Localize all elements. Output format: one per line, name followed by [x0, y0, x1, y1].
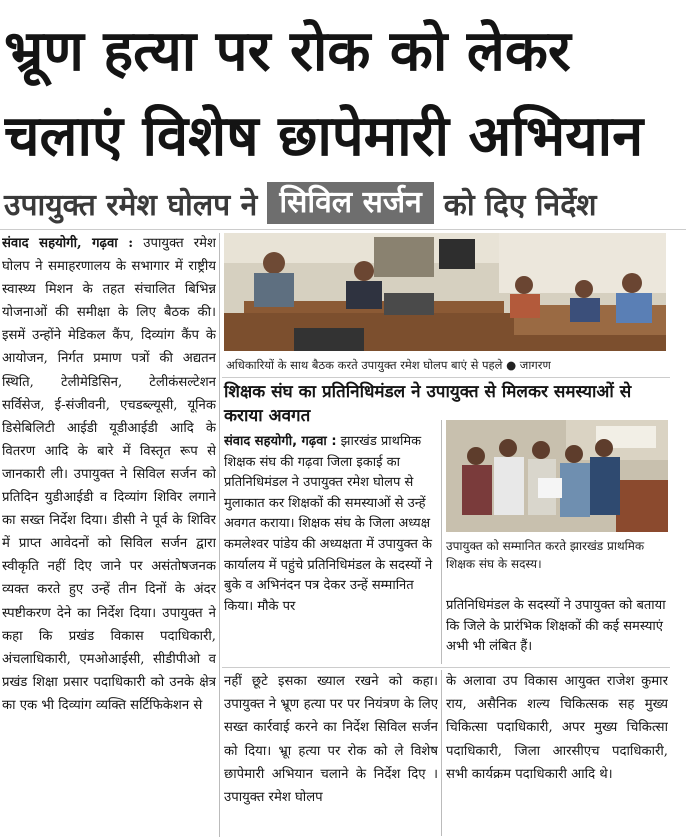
main-story-body-mid: नहीं छूटे इसका ख्याल रखने को कहा। उपायुक्त ने भ्रूण हत्या पर पर नियंत्रण के लिए सख्त कार्रवाई करने का निर्देश सिविल सर्जन को दिया। भ्रूा हत्या पर रोक को ले विशेष छापेमारी अभियान चलाने के निर्देश दिए । उपायुक्त रमेश घोलप: [224, 674, 438, 806]
main-story-body-left: उपायुक्त रमेश घोलप ने समाहरणालय के सभागार में राष्ट्रीय स्वास्थ्य मिशन के तहत संचालित बिभिन्न योजनाओं की समीक्षा के लिए बैठक की। इसमें उन्होंने मेडिकल कैंप, दिव्यांग कैंप के आयोजन, निर्गत प्रमाण पत्रों की अद्यतन स्थिति, टेलीमेडिसिन, टेलीकंसल्टेशन सर्विसेज, ई-संजीवनी, एचडब्ल्यूसी, यूनिक डिसेबिलिटी आईडी यूडीआईडी आदि के वितरण आदि के बारे में विस्तृत रूप से जानकारी ली। उपायुक्त ने सिविल सर्जन को प्रतिदिन युडीआईडी व दिव्यांग शिविर लगाने का सख्त निर्देश दिया। डीसी ने पूर्व के शिविर में प्राप्त आवेदनों को सिविल सर्जन द्वारा स्वीकृति नहीं दिए जाने पर असंतोषजनक व्यक्त करते हुए उन्हें तीन दिनों के अंदर स्पष्टीकरण देने का निर्देश दिया। उपायुक्त ने कहा कि प्रखंड विकास पदाधिकारी, अंचलाधिकारी, एमओआईसी, सीडीपीओ व प्रखंड शिक्षा प्रसार पदाधिकारी को उनके क्षेत्र का एक भी दिव्यांग व्यक्ति सर्टिफिकेशन से: [2, 236, 216, 713]
felicitation-photo: [446, 420, 668, 532]
second-story-right-column: [446, 596, 668, 664]
second-story-body-left: झारखंड प्राथमिक शिक्षक संघ की गढ़वा जिला इकाई का प्रतिनिधिमंडल ने उपायुक्त रमेश घोलप से मुलाकात कर शिक्षकों की समस्याओं से उन्हें अवगत कराया। शिक्षक संघ के जिला अध्यक्ष कमलेश्वर पांडेय की अध्यक्षता में उपायुक्त के कार्यालय में पहुंचे प्रतिनिधिमंडल के सदस्यों ने बुके व अभिनंदन पत्र देकर उन्हें सम्मानित किया। मौके पर: [224, 434, 433, 614]
subheadline-after: को दिए निर्देश: [443, 187, 597, 223]
main-story-mid-column: [224, 670, 438, 836]
column-divider-3: [441, 670, 442, 836]
felicitation-photo-image: [446, 420, 668, 532]
subheadline-highlight: सिविल सर्जन: [267, 182, 433, 224]
column-divider-2: [441, 420, 442, 664]
subheadline: [4, 180, 682, 226]
divider-top: [0, 229, 686, 230]
divider-section-2: [222, 377, 670, 378]
second-story-byline: संवाद सहयोगी, गढ़वा :: [224, 434, 337, 449]
meeting-photo-caption: अधिकारियों के साथ बैठक करते उपायुक्त रमेश घोलप बाएं से पहले ● जागरण: [226, 358, 551, 372]
headline-line-2: चलाएं विशेष छापेमारी अभियान: [4, 104, 644, 169]
divider-lower: [222, 667, 670, 668]
headline-line-1: भ्रूण हत्या पर रोक को लेकर: [4, 19, 571, 84]
felicitation-photo-caption: उपायुक्त को सम्मानित करते झारखंड प्राथमिक शिक्षक संघ के सदस्य।: [446, 539, 645, 571]
second-story-headline: शिक्षक संघ का प्रतिनिधिमंडल ने उपायुक्त से मिलकर समस्याओं से कराया अवगत: [224, 382, 632, 426]
main-story-body-right: के अलावा उप विकास आयुक्त राजेश कुमार राय, असैनिक शल्य चिकित्सक सह मुख्य चिकित्सा पदाधिकारी, अपर मुख्य चिकित्सा पदाधिकारी, जिला आरसीएच पदाधिकारी, सभी कार्यक्रम पदाधिकारी आदि थे।: [446, 674, 668, 782]
second-story-body-column: [224, 432, 438, 664]
subheadline-before: उपायुक्त रमेश घोलप ने: [4, 187, 258, 223]
meeting-photo-image: [224, 233, 666, 351]
main-story-left-column: [2, 232, 216, 837]
meeting-photo: [224, 233, 666, 351]
column-divider-1: [219, 233, 220, 837]
main-story-byline: संवाद सहयोगी, गढ़वा :: [2, 236, 134, 251]
main-story-right-column: [446, 670, 668, 836]
second-story-body-right: प्रतिनिधिमंडल के सदस्यों ने उपायुक्त को बताया कि जिले के प्रारंभिक शिक्षकों की कई समस्याएं अभी भी लंबित हैं।: [446, 598, 666, 655]
